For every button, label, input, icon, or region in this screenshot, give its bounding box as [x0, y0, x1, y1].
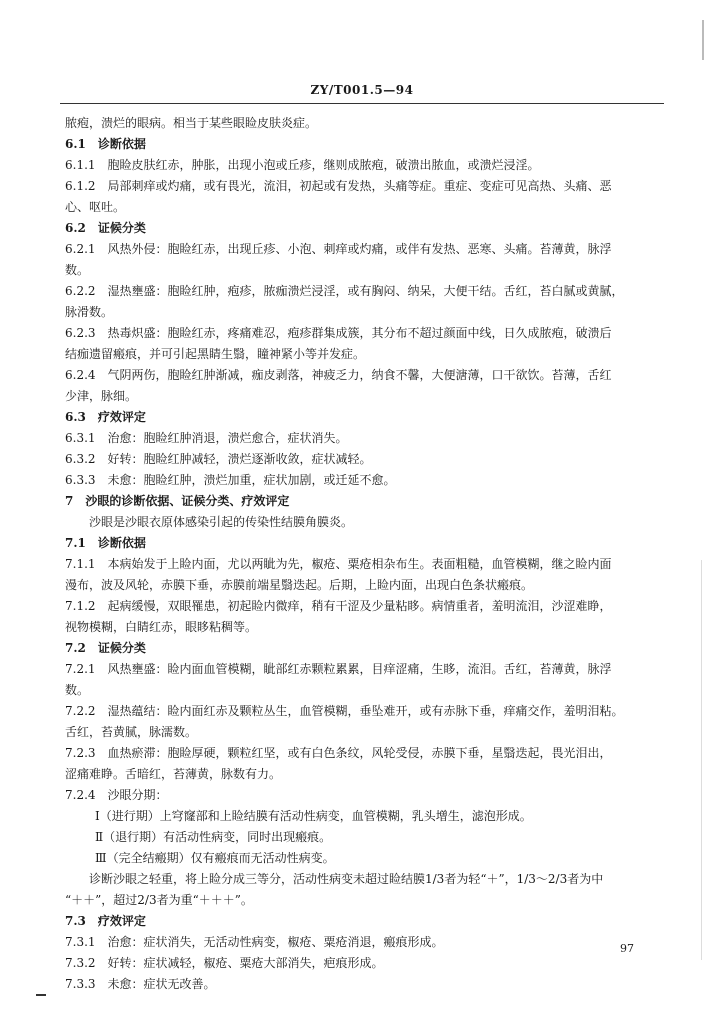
scan-edge-mark [702, 20, 704, 60]
document-body [65, 113, 660, 995]
scan-edge-shadow [701, 560, 702, 960]
text-line: Ⅲ（完全结瘢期）仅有瘢痕而无活动性病变。 [95, 851, 335, 865]
text-line: 7.3.1 治愈：症状消失，无活动性病变，椒疮、粟疮消退，瘢痕形成。 [65, 935, 444, 949]
text-line: 6.2.2 湿热壅盛：胞睑红肿，疱疹，脓痂溃烂浸淫，或有胸闷、纳呆，大便干结。舌红，苔白腻或黄腻， [65, 284, 624, 298]
text-line: 6.3.1 治愈：胞睑红肿消退，溃烂愈合，症状消失。 [65, 431, 348, 445]
text-line: 脓疱，溃烂的眼病。相当于某些眼睑皮肤炎症。 [65, 116, 318, 130]
section-heading: 6.1 诊断依据 [65, 137, 146, 151]
section-heading: 6.3 疗效评定 [65, 410, 146, 424]
text-line: Ⅰ（进行期）上穹窿部和上睑结膜有活动性病变，血管模糊，乳头增生，滤泡形成。 [95, 809, 532, 823]
text-line: 7.2.3 血热瘀滞：胞睑厚硬，颗粒红坚，或有白色条纹，风轮受侵，赤膜下垂，星翳迭起，畏光泪出， [65, 746, 612, 760]
text-line: 6.2.3 热毒炽盛：胞睑红赤，疼痛难忍，疱疹群集成簇，其分布不超过颜面中线，日久成脓疱，破溃后 [65, 326, 612, 340]
text-line: 7.2.1 风热壅盛：睑内面血管模糊，眦部红赤颗粒累累，目痒涩痛，生眵，流泪。舌红，苔薄黄，脉浮 [65, 662, 612, 676]
section-heading: 7 沙眼的诊断依据、证候分类、疗效评定 [65, 494, 290, 508]
page-number: 97 [620, 942, 634, 955]
text-line: 脉滑数。 [65, 305, 114, 319]
text-line: 7.1.1 本病始发于上睑内面，尤以两眦为先，椒疮、粟疮相杂布生。表面粗糙，血管模糊，继之睑内面 [65, 557, 612, 571]
text-line: 诊断沙眼之轻重，将上睑分成三等分，活动性病变未超过睑结膜1/3者为轻“＋”，1/3～2/3者为中 [89, 872, 604, 886]
margin-mark [36, 994, 46, 996]
text-line: 6.2.1 风热外侵：胞睑红赤，出现丘疹、小泡、刺痒或灼痛，或伴有发热、恶寒、头痛。苔薄黄，脉浮 [65, 242, 612, 256]
text-line: 涩痛难睁。舌暗红，苔薄黄，脉数有力。 [65, 767, 282, 781]
text-line: “＋＋”，超过2/3者为重“＋＋＋”。 [65, 893, 253, 907]
text-line: 沙眼是沙眼衣原体感染引起的传染性结膜角膜炎。 [89, 515, 354, 529]
text-line: 心、呕吐。 [65, 200, 126, 214]
text-line: 数。 [65, 263, 90, 277]
text-line: 漫布，波及风轮，赤膜下垂，赤膜前端星翳迭起。后期，上睑内面，出现白色条状瘢痕。 [65, 578, 534, 592]
text-line: 7.1.2 起病缓慢，双眼罹患，初起睑内微痒，稍有干涩及少量粘眵。病情重者，羞明流泪，沙涩难睁， [65, 599, 612, 613]
standard-code-header: ZY/T001.5—94 [310, 83, 414, 97]
section-heading: 7.2 证候分类 [65, 641, 146, 655]
text-line: 7.2.4 沙眼分期： [65, 788, 168, 802]
text-line: 6.3.2 好转：胞睑红肿减轻，溃烂逐渐收敛，症状减轻。 [65, 452, 372, 466]
text-line: 6.1.2 局部刺痒或灼痛，或有畏光，流泪，初起或有发热，头痛等症。重症、变症可见高热、头痛、恶 [65, 179, 612, 193]
section-heading: 7.3 疗效评定 [65, 914, 146, 928]
text-line: 6.2.4 气阴两伤，胞睑红肿渐减，痂皮剥落，神疲乏力，纳食不馨，大便溏薄，口干欲饮。苔薄，舌红 [65, 368, 612, 382]
text-line: 视物模糊，白睛红赤，眼眵粘稠等。 [65, 620, 258, 634]
text-line: Ⅱ（退行期）有活动性病变，同时出现瘢痕。 [95, 830, 332, 844]
text-line: 6.3.3 未愈：胞睑红肿，溃烂加重，症状加剧，或迁延不愈。 [65, 473, 396, 487]
section-heading: 6.2 证候分类 [65, 221, 146, 235]
text-line: 数。 [65, 683, 90, 697]
text-line: 7.3.2 好转：症状减轻，椒疮、粟疮大部消失，疤痕形成。 [65, 956, 384, 970]
text-line: 结痂遗留瘢痕，并可引起黑睛生翳，瞳神紧小等并发症。 [65, 347, 366, 361]
section-heading: 7.1 诊断依据 [65, 536, 146, 550]
text-line: 7.2.2 湿热蕴结：睑内面红赤及颗粒丛生，血管模糊，垂坠难开，或有赤脉下垂，痒痛交作，羞明泪粘。 [65, 704, 624, 718]
text-line: 6.1.1 胞睑皮肤红赤，肿胀，出现小泡或丘疹，继则成脓疱，破溃出脓血，或溃烂浸淫。 [65, 158, 540, 172]
text-line: 7.3.3 未愈：症状无改善。 [65, 977, 216, 991]
header-rule [60, 103, 664, 104]
text-line: 少津，脉细。 [65, 389, 138, 403]
text-line: 舌红，苔黄腻，脉濡数。 [65, 725, 198, 739]
